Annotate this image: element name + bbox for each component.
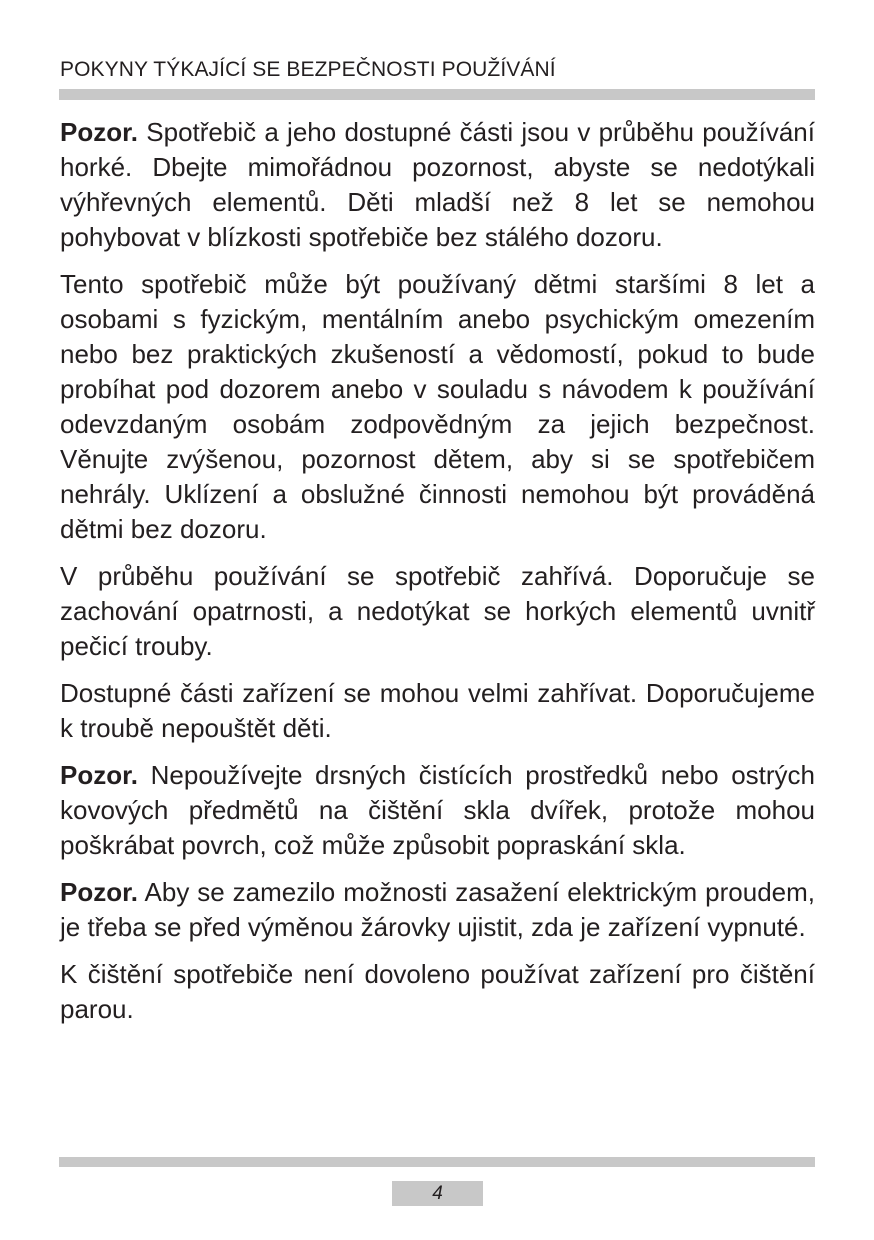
paragraph-text: Tento spotřebič může být používaný dětmi staršími 8 let a osobami s fyzickým, mentálním anebo psychickým omezením nebo bez praktických zkušeností a vědomostí, pokud to bude probíhat pod dozorem anebo v souladu s návodem k používání odevzdaným osobám zodpovědným za jejich bezpečnost. Věnujte zvýšenou, pozornost dětem, aby si se spotřebičem nehrály. Uklízení a obslužné činnosti nemohou být prováděná dětmi bez dozoru.	[60, 269, 815, 544]
page-number: 4	[392, 1181, 483, 1206]
paragraph-bulb-replacement-warning	[60, 875, 815, 945]
page-title: POKYNY TÝKAJÍCÍ SE BEZPEČNOSTI POUŽÍVÁNÍ	[60, 58, 556, 81]
paragraph-steam-cleaning	[60, 957, 815, 1027]
document-body	[60, 115, 815, 1039]
paragraph-text: Nepoužívejte drsných čistících prostředků nebo ostrých kovových předmětů na čištění skla dvířek, protože mohou poškrábat povrch, což může způsobit popraskání skla.	[60, 760, 815, 860]
paragraph-hot-parts-warning	[60, 115, 815, 255]
paragraph-text: Dostupné části zařízení se mohou velmi zahřívat. Doporučujeme k troubě nepouštět děti.	[60, 678, 815, 743]
paragraph-accessible-parts	[60, 676, 815, 746]
paragraph-text: K čištění spotřebiče není dovoleno používat zařízení pro čištění parou.	[60, 959, 815, 1024]
paragraph-heating-during-use	[60, 559, 815, 664]
paragraph-text: Spotřebič a jeho dostupné části jsou v průběhu používání horké. Dbejte mimořádnou pozornost, abyste se nedotýkali výhřevných elementů. Děti mladší než 8 let se nemohou pohybovat v blízkosti spotřebiče bez stálého dozoru.	[60, 117, 815, 252]
warning-label: Pozor.	[60, 117, 139, 147]
footer-divider	[59, 1157, 815, 1167]
paragraph-children-use	[60, 267, 815, 547]
paragraph-text: V průběhu používání se spotřebič zahřívá. Doporučuje se zachování opatrnosti, a nedotýkat se horkých elementů uvnitř pečicí trouby.	[60, 561, 815, 661]
warning-label: Pozor.	[60, 877, 139, 907]
paragraph-text: Aby se zamezilo možnosti zasažení elektrickým proudem, je třeba se před výměnou žárovky ujistit, zda je zařízení vypnuté.	[60, 877, 815, 942]
paragraph-glass-cleaning-warning	[60, 758, 815, 863]
warning-label: Pozor.	[60, 760, 139, 790]
header-divider	[59, 89, 815, 100]
